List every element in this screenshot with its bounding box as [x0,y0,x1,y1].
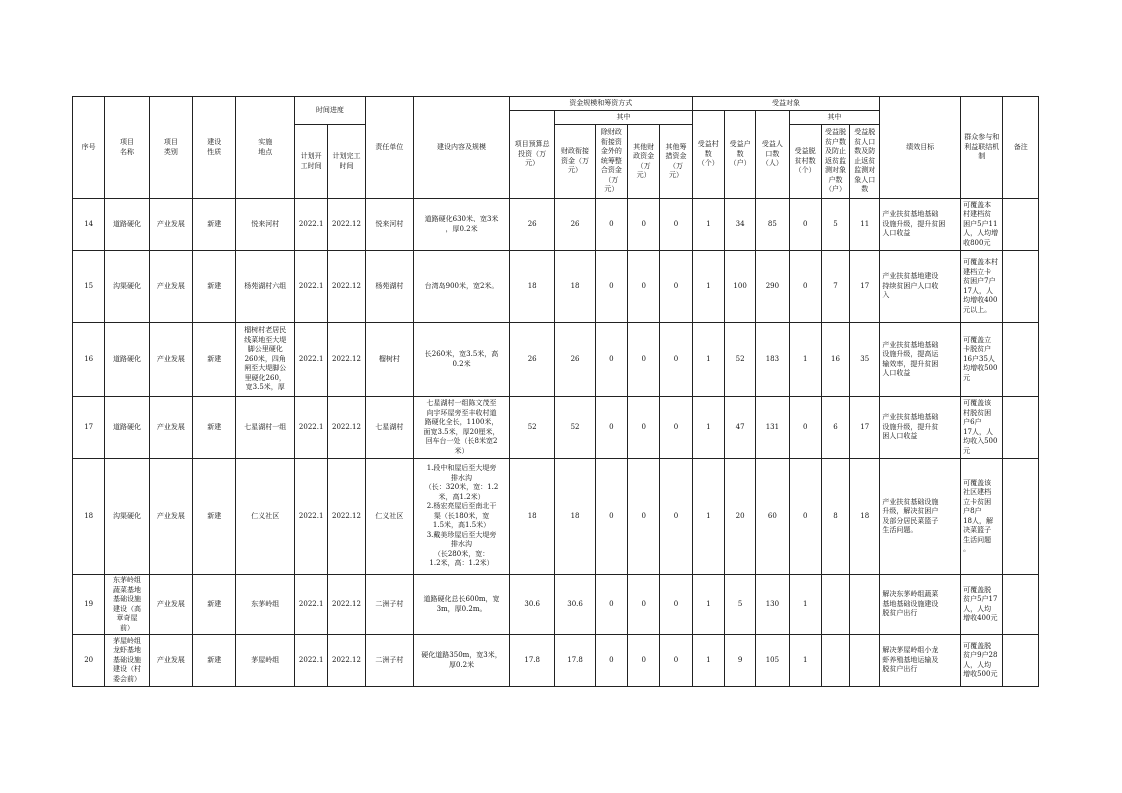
cell-location: 七星湖村一组 [236,397,295,459]
cell-name: 道路硬化 [105,199,149,251]
header-end-time: 计划完工 时间 [328,125,365,199]
cell-remark [1003,575,1039,635]
cell-name: 沟渠硬化 [105,459,149,575]
cell-fiscal: 26 [555,323,595,397]
cell-other-gov: 0 [628,459,660,575]
cell-unit: 榴树村 [365,323,413,397]
header-fiscal-funds: 财政衔接 资金（万 元） [555,125,595,199]
cell-poor-households: 5 [821,199,849,251]
cell-other-raise: 0 [660,635,692,687]
cell-end: 2022.12 [328,251,365,323]
cell-poor-villages: 0 [789,459,821,575]
cell-poor-villages: 0 [789,199,821,251]
cell-start: 2022.1 [295,323,328,397]
table-row [73,199,1039,251]
cell-nature: 新建 [193,575,236,635]
cell-fiscal: 30.6 [555,575,595,635]
cell-fiscal: 18 [555,251,595,323]
cell-category: 产业发展 [149,397,192,459]
cell-unit: 七星湖村 [365,397,413,459]
cell-fiscal: 52 [555,397,595,459]
cell-people: 60 [756,459,789,575]
cell-goal: 解决东茅岭组蔬菜 基地基础设施建设 脱贫户出行 [880,575,961,635]
cell-villages: 1 [692,397,724,459]
cell-seq: 15 [73,251,105,323]
cell-people: 131 [756,397,789,459]
cell-start: 2022.1 [295,459,328,575]
header-start-time: 计划开 工时间 [295,125,328,199]
cell-seq: 17 [73,397,105,459]
cell-nature: 新建 [193,323,236,397]
cell-people: 85 [756,199,789,251]
cell-people: 290 [756,251,789,323]
header-remark: 备注 [1003,97,1039,199]
cell-seq: 20 [73,635,105,687]
table-row [73,635,1039,687]
cell-end: 2022.12 [328,323,365,397]
cell-remark [1003,459,1039,575]
cell-poor-people: 18 [850,459,880,575]
cell-households: 5 [724,575,755,635]
cell-villages: 1 [692,575,724,635]
table-row [73,251,1039,323]
cell-start: 2022.1 [295,199,328,251]
cell-poor-villages: 1 [789,575,821,635]
cell-other-fiscal: 0 [595,459,627,575]
cell-remark [1003,199,1039,251]
cell-unit: 二洲子村 [365,575,413,635]
cell-poor-households: 16 [821,323,849,397]
table-row [73,459,1039,575]
cell-location: 榴树村老居民 线菜地至大堤 脚公里硬化 260米，四角 闸至大堤脚公 里硬化260， 宽3.5米，厚 [236,323,295,397]
cell-unit: 悦来河村 [365,199,413,251]
header-project-name: 项目 名称 [105,97,149,199]
cell-other-raise: 0 [660,199,692,251]
header-funds: 资金规模和筹资方式 [509,97,692,111]
cell-nature: 新建 [193,199,236,251]
cell-unit: 仁义社区 [365,459,413,575]
header-seq: 序号 [73,97,105,199]
cell-other-gov: 0 [628,397,660,459]
cell-goal: 产业扶贫基地基础 设施升级，提升贫困 人口收益 [880,199,961,251]
header-schedule: 时间进度 [295,97,366,125]
cell-villages: 1 [692,323,724,397]
header-responsible-unit: 责任单位 [365,97,413,199]
cell-total: 26 [509,199,554,251]
cell-total: 30.6 [509,575,554,635]
cell-name: 沟渠硬化 [105,251,149,323]
cell-poor-villages: 0 [789,251,821,323]
cell-villages: 1 [692,251,724,323]
cell-category: 产业发展 [149,575,192,635]
cell-remark [1003,397,1039,459]
cell-poor-people [850,575,880,635]
cell-total: 26 [509,323,554,397]
header-performance-goal: 绩效目标 [880,97,961,199]
cell-goal: 产业扶贫基地建设 持续贫困户人口收 入 [880,251,961,323]
cell-category: 产业发展 [149,199,192,251]
cell-total: 18 [509,251,554,323]
table-row [73,575,1039,635]
cell-poor-villages: 1 [789,323,821,397]
cell-end: 2022.12 [328,397,365,459]
cell-remark [1003,323,1039,397]
header-beneficiaries-subgroup: 其中 [789,111,880,125]
cell-poor-households [821,575,849,635]
cell-other-fiscal: 0 [595,323,627,397]
cell-fiscal: 26 [555,199,595,251]
cell-content: 道路硬化630米、宽3米 ，厚0.2米 [414,199,510,251]
cell-villages: 1 [692,635,724,687]
cell-unit: 杨苑湖村 [365,251,413,323]
cell-people: 105 [756,635,789,687]
cell-content: 道路硬化总长600m，宽 3m，厚0.2m。 [414,575,510,635]
cell-location: 悦来河村 [236,199,295,251]
header-poor-people: 受益脱 贫人口 数及防 止返贫 监测对 象人口 数 [850,125,880,199]
cell-goal: 产业扶贫基地基础 设施升级，提升贫 困人口收益 [880,397,961,459]
header-mechanism: 群众参与和 利益联结机 制 [961,97,1003,199]
cell-end: 2022.12 [328,459,365,575]
cell-households: 100 [724,251,755,323]
header-location: 实施 地点 [236,97,295,199]
cell-mechanism: 可覆盖本 村建档贫 困户5户11 人，人均增 收800元 [961,199,1003,251]
cell-nature: 新建 [193,251,236,323]
header-construction-nature: 建设 性质 [193,97,236,199]
cell-location: 杨苑湖村六组 [236,251,295,323]
project-table [72,96,1039,687]
cell-remark [1003,635,1039,687]
cell-mechanism: 可覆盖本村 建档立卡 贫困户7户 17人，人 均增收400 元以上。 [961,251,1003,323]
cell-start: 2022.1 [295,397,328,459]
cell-category: 产业发展 [149,635,192,687]
cell-category: 产业发展 [149,459,192,575]
cell-other-fiscal: 0 [595,397,627,459]
cell-start: 2022.1 [295,575,328,635]
header-households: 受益户 数 （户） [724,111,755,199]
cell-goal: 解决茅屋岭组小龙 虾养殖基地运输及 脱贫户出行 [880,635,961,687]
cell-poor-households: 8 [821,459,849,575]
cell-total: 18 [509,459,554,575]
cell-location: 仁义社区 [236,459,295,575]
cell-remark [1003,251,1039,323]
cell-other-gov: 0 [628,575,660,635]
table-row [73,323,1039,397]
cell-goal: 产业扶贫基础设施 升级，解决贫困户 及部分居民菜篮子 生活问题。 [880,459,961,575]
cell-other-fiscal: 0 [595,635,627,687]
cell-poor-households: 7 [821,251,849,323]
cell-poor-villages: 1 [789,635,821,687]
cell-nature: 新建 [193,459,236,575]
cell-people: 183 [756,323,789,397]
cell-households: 20 [724,459,755,575]
cell-seq: 14 [73,199,105,251]
cell-name: 东茅岭组 蔬菜基地 基础设施 建设（高 章奇屋 前） [105,575,149,635]
cell-seq: 19 [73,575,105,635]
cell-poor-people: 17 [850,251,880,323]
cell-location: 东茅岭组 [236,575,295,635]
header-poor-villages: 受益脱 贫村数 （个） [789,125,821,199]
cell-households: 47 [724,397,755,459]
cell-unit: 二洲子村 [365,635,413,687]
header-people: 受益人 口数 （人） [756,111,789,199]
cell-start: 2022.1 [295,635,328,687]
cell-poor-households: 6 [821,397,849,459]
cell-mechanism: 可覆盖脱 贫户9户28 人，人均 增收500元 [961,635,1003,687]
cell-fiscal: 18 [555,459,595,575]
cell-people: 130 [756,575,789,635]
cell-total: 52 [509,397,554,459]
cell-mechanism: 可覆盖该 村脱贫困 户6户 17人，人 均收入500 元 [961,397,1003,459]
cell-households: 52 [724,323,755,397]
cell-other-raise: 0 [660,397,692,459]
cell-total: 17.8 [509,635,554,687]
cell-villages: 1 [692,459,724,575]
cell-mechanism: 可覆盖立 卡脱贫户 16户35人 均增收500 元 [961,323,1003,397]
cell-poor-people: 17 [850,397,880,459]
cell-content: 硬化道路350m，宽3米， 厚0.2米 [414,635,510,687]
cell-location: 茅屋岭组 [236,635,295,687]
cell-end: 2022.12 [328,575,365,635]
cell-households: 9 [724,635,755,687]
cell-other-fiscal: 0 [595,575,627,635]
cell-households: 34 [724,199,755,251]
header-funds-subgroup: 其中 [555,111,692,125]
cell-other-fiscal: 0 [595,251,627,323]
header-beneficiaries: 受益对象 [692,97,880,111]
header-content-scale: 建设内容及规模 [414,97,510,199]
cell-other-raise: 0 [660,459,692,575]
cell-mechanism: 可覆盖脱 贫户5户17 人，人均 增收400元 [961,575,1003,635]
cell-content: 七星湖村一组陈文茂至 向宇环屋旁至丰收村道 路硬化全长，1100米， 面宽3.5米，厚20厘米， 回车台一处（长8米宽2 米） [414,397,510,459]
header-other-raised-funds: 其他筹 措资金 （万 元） [660,125,692,199]
table-row [73,397,1039,459]
cell-poor-people: 11 [850,199,880,251]
header-villages: 受益村 数 （个） [692,111,724,199]
cell-other-gov: 0 [628,323,660,397]
header-poor-households: 受益脱 贫户数 及防止 返贫监 测对象 户数 （户） [821,125,849,199]
cell-other-raise: 0 [660,251,692,323]
cell-category: 产业发展 [149,323,192,397]
cell-end: 2022.12 [328,199,365,251]
cell-poor-people: 35 [850,323,880,397]
cell-other-gov: 0 [628,251,660,323]
cell-nature: 新建 [193,397,236,459]
header-other-integrated-funds: 除财政 衔接资 金外的 统筹整 合资金 （万 元） [595,125,627,199]
header-project-category: 项目 类别 [149,97,192,199]
cell-other-gov: 0 [628,635,660,687]
cell-category: 产业发展 [149,251,192,323]
cell-seq: 16 [73,323,105,397]
cell-other-fiscal: 0 [595,199,627,251]
cell-poor-people [850,635,880,687]
cell-poor-villages: 0 [789,397,821,459]
cell-end: 2022.12 [328,635,365,687]
cell-mechanism: 可覆盖该 社区建档 立卡贫困 户8户 18人，解 决菜篮子 生活问题 。 [961,459,1003,575]
cell-name: 道路硬化 [105,323,149,397]
cell-villages: 1 [692,199,724,251]
cell-other-gov: 0 [628,199,660,251]
header-total-budget: 项目预算总 投资（万 元） [509,111,554,199]
cell-content: 长260米，宽3.5米，高 0.2米 [414,323,510,397]
cell-nature: 新建 [193,635,236,687]
cell-other-raise: 0 [660,575,692,635]
cell-goal: 产业扶贫基地基础 设施升级，提高运 输效率，提升贫困 人口收益 [880,323,961,397]
cell-start: 2022.1 [295,251,328,323]
cell-content: 台湾岛900米，宽2米。 [414,251,510,323]
cell-name: 茅屋岭组 龙虾基地 基础设施 建设（村 委会前） [105,635,149,687]
header-other-fiscal-funds: 其他财 政资金 （万 元） [628,125,660,199]
cell-fiscal: 17.8 [555,635,595,687]
cell-name: 道路硬化 [105,397,149,459]
cell-seq: 18 [73,459,105,575]
cell-content: 1.段中和屋后至大堤旁 排水沟 （长：320米，宽：1.2 米，高1.2米） 2.杨宏亮屋后至南北干 渠（长180米，宽 1.5米，高1.5米） 3.戴美珍屋后至大堤旁 排水沟 （长280米，宽： 1.2米，高：1.2米） [414,459,510,575]
cell-poor-households [821,635,849,687]
cell-other-raise: 0 [660,323,692,397]
